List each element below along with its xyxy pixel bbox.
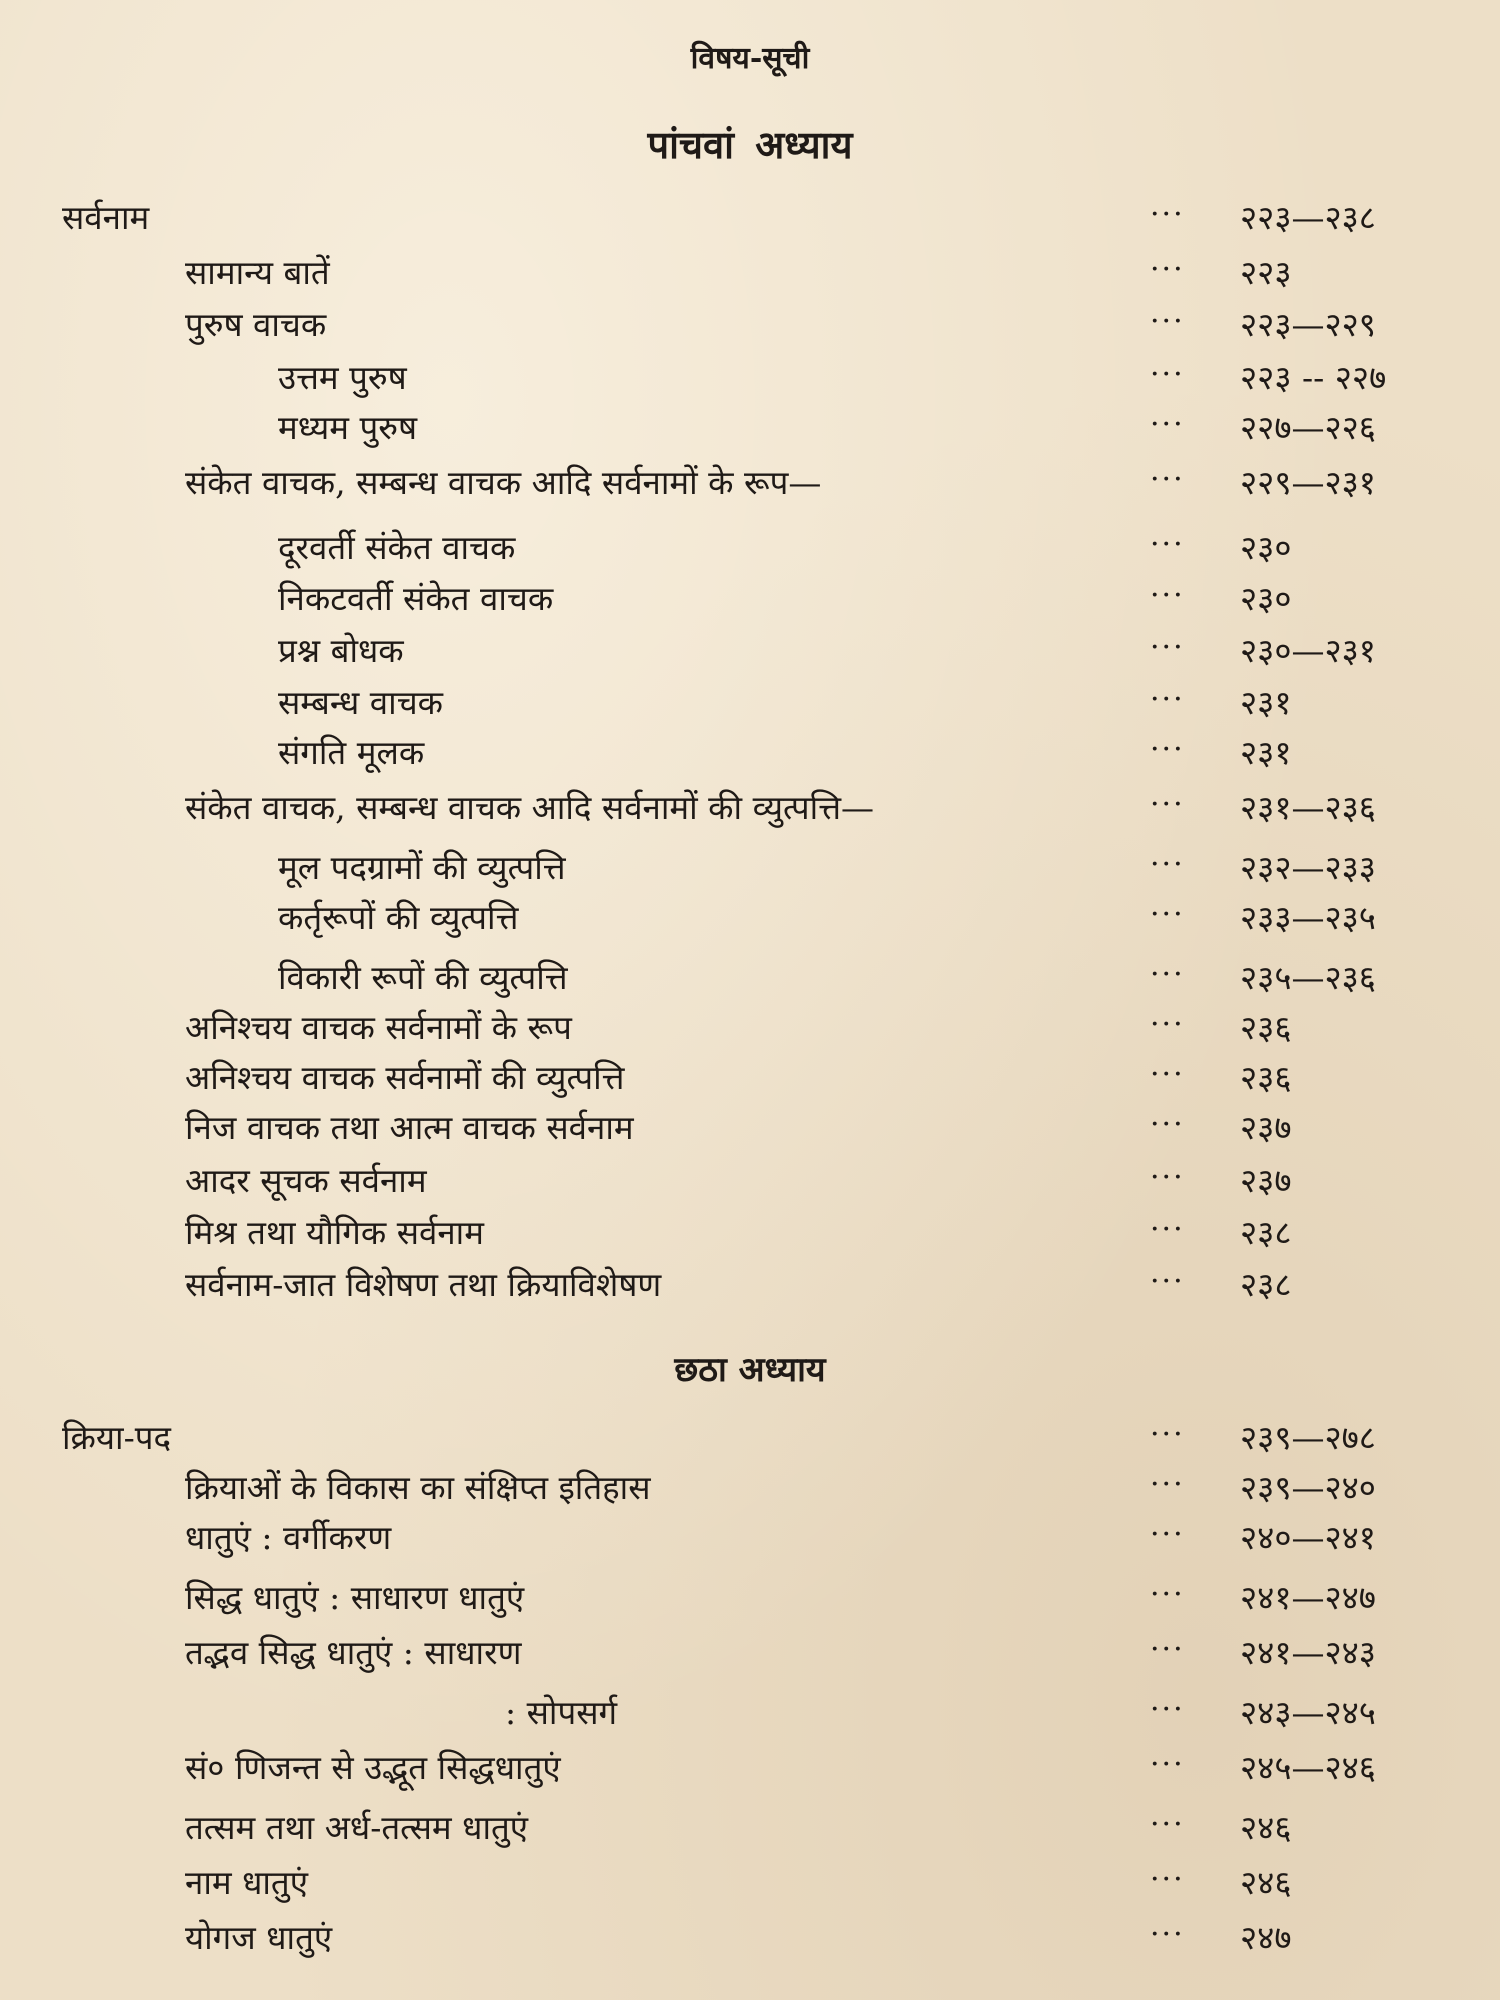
toc-entry-title: निकटवर्ती संकेत वाचक bbox=[278, 579, 554, 618]
leader-dots: ··· bbox=[1150, 1917, 1185, 1952]
leader-dots: ··· bbox=[1150, 1467, 1185, 1502]
toc-entry-title: दूरवर्ती संकेत वाचक bbox=[278, 528, 516, 567]
leader-dots: ··· bbox=[1150, 1692, 1185, 1727]
toc-entry-title: संकेत वाचक, सम्बन्ध वाचक आदि सर्वनामों के रूप— bbox=[185, 463, 822, 502]
leader-dots: ··· bbox=[1150, 732, 1185, 767]
toc-entry-pages: २३३—२३५ bbox=[1240, 898, 1376, 937]
toc-entry bbox=[0, 302, 1500, 348]
toc-entry bbox=[0, 460, 1500, 506]
leader-dots: ··· bbox=[1150, 407, 1185, 442]
leader-dots: ··· bbox=[1150, 847, 1185, 882]
toc-entry bbox=[0, 525, 1500, 571]
toc-entry-title: सम्बन्ध वाचक bbox=[278, 683, 443, 722]
toc-entry-title: सिद्ध धातुएं : साधारण धातुएं bbox=[185, 1578, 525, 1617]
toc-entry-title: कर्तृरूपों की व्युत्पत्ति bbox=[278, 898, 519, 937]
leader-dots: ··· bbox=[1150, 527, 1185, 562]
leader-dots: ··· bbox=[1150, 1862, 1185, 1897]
toc-entry-title: सर्वनाम-जात विशेषण तथा क्रियाविशेषण bbox=[185, 1265, 662, 1304]
toc-entry-pages: २३९—२४० bbox=[1240, 1468, 1376, 1507]
toc-entry-title: क्रियाओं के विकास का संक्षिप्त इतिहास bbox=[185, 1468, 651, 1507]
toc-entry-pages: २३८ bbox=[1240, 1213, 1292, 1252]
toc-entry bbox=[0, 1055, 1500, 1101]
toc-entry-pages: २३०—२३१ bbox=[1240, 631, 1376, 670]
toc-entry-title: संगति मूलक bbox=[278, 733, 425, 772]
toc-entry-pages: २३६ bbox=[1240, 1058, 1292, 1097]
leader-dots: ··· bbox=[1150, 1577, 1185, 1612]
toc-entry bbox=[0, 1262, 1500, 1308]
toc-entry-title: तत्सम तथा अर्ध-तत्सम धातुएं bbox=[185, 1808, 529, 1847]
leader-dots: ··· bbox=[1150, 1264, 1185, 1299]
leader-dots: ··· bbox=[1150, 462, 1185, 497]
toc-entry bbox=[0, 955, 1500, 1001]
toc-entry-pages: २३५—२३६ bbox=[1240, 958, 1376, 997]
toc-entry-title: विकारी रूपों की व्युत्पत्ति bbox=[278, 958, 568, 997]
toc-entry bbox=[0, 1005, 1500, 1051]
leader-dots: ··· bbox=[1150, 1160, 1185, 1195]
toc-entry-pages: २३० bbox=[1240, 528, 1292, 567]
leader-dots: ··· bbox=[1150, 630, 1185, 665]
toc-entry-title: क्रिया-पद bbox=[62, 1418, 171, 1457]
toc-entry bbox=[0, 845, 1500, 891]
toc-entry bbox=[0, 1465, 1500, 1511]
toc-entry bbox=[0, 1915, 1500, 1961]
toc-entry-pages: २४३—२४५ bbox=[1240, 1693, 1376, 1732]
leader-dots: ··· bbox=[1150, 1057, 1185, 1092]
toc-entry-pages: २४०—२४१ bbox=[1240, 1518, 1376, 1557]
leader-dots: ··· bbox=[1150, 957, 1185, 992]
toc-entry bbox=[0, 1690, 1500, 1736]
toc-entry bbox=[0, 730, 1500, 776]
leader-dots: ··· bbox=[1150, 1632, 1185, 1667]
toc-entry-pages: २३७ bbox=[1240, 1108, 1292, 1147]
toc-entry bbox=[0, 1575, 1500, 1621]
leader-dots: ··· bbox=[1150, 1107, 1185, 1142]
toc-entry-title: सामान्य बातें bbox=[185, 253, 330, 292]
toc-entry-title: संकेत वाचक, सम्बन्ध वाचक आदि सर्वनामों की व्युत्पत्ति— bbox=[185, 788, 875, 827]
toc-entry-title: नाम धातुएं bbox=[185, 1863, 308, 1902]
toc-entry-pages: २२३ -- २२७ bbox=[1240, 358, 1387, 397]
toc-entry bbox=[0, 1805, 1500, 1851]
toc-entry-title: उत्तम पुरुष bbox=[278, 358, 407, 397]
leader-dots: ··· bbox=[1150, 304, 1185, 339]
toc-entry bbox=[0, 195, 1500, 241]
toc-entry-title: : सोपसर्ग bbox=[505, 1693, 618, 1732]
toc-entry bbox=[0, 576, 1500, 622]
toc-entry-pages: २२९—२३१ bbox=[1240, 463, 1376, 502]
toc-entry bbox=[0, 1630, 1500, 1676]
toc-entry bbox=[0, 1105, 1500, 1151]
toc-entry-title: सं० णिजन्त से उद्भूत सिद्धधातुएं bbox=[185, 1748, 561, 1787]
toc-entry-pages: २२७—२२६ bbox=[1240, 408, 1376, 447]
chapter-heading-5: पांचवां अध्याय bbox=[647, 122, 853, 167]
toc-entry-pages: २४६ bbox=[1240, 1808, 1292, 1847]
toc-entry bbox=[0, 355, 1500, 401]
toc-entry bbox=[0, 1210, 1500, 1256]
toc-entry-pages: २३९—२७८ bbox=[1240, 1418, 1376, 1457]
toc-entry-pages: २४५—२४६ bbox=[1240, 1748, 1376, 1787]
toc-entry-pages: २४६ bbox=[1240, 1863, 1292, 1902]
leader-dots: ··· bbox=[1150, 787, 1185, 822]
toc-entry-pages: २२३ bbox=[1240, 253, 1292, 292]
toc-entry-pages: २४७ bbox=[1240, 1918, 1292, 1957]
leader-dots: ··· bbox=[1150, 357, 1185, 392]
running-head: विषय-सूची bbox=[690, 41, 810, 76]
toc-entry-title: तद्भव सिद्ध धातुएं : साधारण bbox=[185, 1633, 522, 1672]
toc-entry-title: आदर सूचक सर्वनाम bbox=[185, 1161, 427, 1200]
toc-entry bbox=[0, 1860, 1500, 1906]
toc-entry-title: मध्यम पुरुष bbox=[278, 408, 418, 447]
toc-entry bbox=[0, 250, 1500, 296]
leader-dots: ··· bbox=[1150, 1417, 1185, 1452]
toc-entry-title: योगज धातुएं bbox=[185, 1918, 333, 1957]
toc-entry-pages: २३२—२३३ bbox=[1240, 848, 1376, 887]
toc-entry-title: धातुएं : वर्गीकरण bbox=[185, 1518, 392, 1557]
toc-entry bbox=[0, 895, 1500, 941]
toc-entry-pages: २४१—२४७ bbox=[1240, 1578, 1376, 1617]
toc-entry-title: अनिश्चय वाचक सर्वनामों के रूप bbox=[185, 1008, 572, 1047]
toc-entry-title: निज वाचक तथा आत्म वाचक सर्वनाम bbox=[185, 1108, 634, 1147]
leader-dots: ··· bbox=[1150, 897, 1185, 932]
toc-entry bbox=[0, 1158, 1500, 1204]
toc-entry bbox=[0, 680, 1500, 726]
leader-dots: ··· bbox=[1150, 578, 1185, 613]
toc-entry-pages: २३७ bbox=[1240, 1161, 1292, 1200]
toc-entry-title: मूल पदग्रामों की व्युत्पत्ति bbox=[278, 848, 566, 887]
chapter-heading-6: छठा अध्याय bbox=[674, 1350, 826, 1390]
leader-dots: ··· bbox=[1150, 1807, 1185, 1842]
toc-entry-pages: २३० bbox=[1240, 579, 1292, 618]
toc-entry-title: सर्वनाम bbox=[62, 198, 150, 237]
toc-entry bbox=[0, 1515, 1500, 1561]
toc-entry-pages: २३१ bbox=[1240, 733, 1292, 772]
leader-dots: ··· bbox=[1150, 1212, 1185, 1247]
toc-entry bbox=[0, 628, 1500, 674]
toc-entry-title: मिश्र तथा यौगिक सर्वनाम bbox=[185, 1213, 484, 1252]
leader-dots: ··· bbox=[1150, 197, 1185, 232]
toc-entry-pages: २३१—२३६ bbox=[1240, 788, 1376, 827]
toc-entry bbox=[0, 1745, 1500, 1791]
toc-entry-title: पुरुष वाचक bbox=[185, 305, 327, 344]
toc-entry-pages: २३६ bbox=[1240, 1008, 1292, 1047]
toc-entry-pages: २२३—२३८ bbox=[1240, 198, 1376, 237]
toc-entry-title: प्रश्न बोधक bbox=[278, 631, 404, 670]
toc-entry bbox=[0, 1415, 1500, 1461]
toc-entry-pages: २४१—२४३ bbox=[1240, 1633, 1376, 1672]
leader-dots: ··· bbox=[1150, 1007, 1185, 1042]
leader-dots: ··· bbox=[1150, 252, 1185, 287]
toc-entry-pages: २२३—२२९ bbox=[1240, 305, 1376, 344]
toc-entry-pages: २३१ bbox=[1240, 683, 1292, 722]
toc-entry-pages: २३८ bbox=[1240, 1265, 1292, 1304]
leader-dots: ··· bbox=[1150, 682, 1185, 717]
leader-dots: ··· bbox=[1150, 1747, 1185, 1782]
leader-dots: ··· bbox=[1150, 1517, 1185, 1552]
toc-entry bbox=[0, 405, 1500, 451]
toc-entry bbox=[0, 785, 1500, 831]
toc-entry-title: अनिश्चय वाचक सर्वनामों की व्युत्पत्ति bbox=[185, 1058, 625, 1097]
